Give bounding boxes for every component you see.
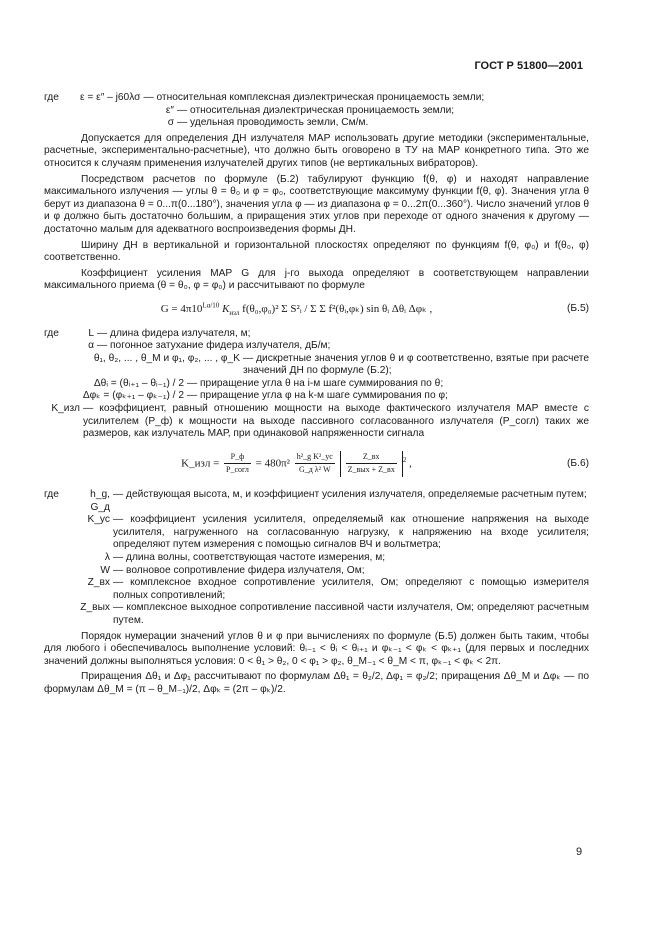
definition-item: где L — длина фидера излучателя, м; [44,328,589,341]
definition-desc: — комплексное выходное сопротивление пассивной части излучателя, Ом; определяют расчетным путем. [113,602,589,626]
definition-item [44,552,589,565]
formula-b5 [44,303,589,316]
paragraph: Посредством расчетов по формуле (Б.2) табулируют функцию f(θ, φ) и находят направление максимального излучения — углы θ = θ₀ и φ = φ₀, соответствующие максимуму функции f(θ, φ). Значения угла θ берут из диапазона θ = 0...π(0...180°), значения угла φ — из диапазона φ = 0...2π(0...360°). Число значений углов θ и φ должно быть достаточно большим, а приращения этих углов при переходе от одного значения к другому — достаточно малым для адекватного воспроизведения формы ДН. [44,173,589,235]
definition-item [44,390,589,403]
definition-desc: — приращение угла θ на i-м шаге суммирования по θ; [187,377,444,389]
definition-key: λ [104,552,110,563]
definition-desc: — приращение угла φ на k-м шаге суммирования по φ; [187,390,448,402]
definition-key: K_ус [87,514,110,526]
definition-desc: — коэффициент усиления усилителя, определяемый как отношение напряжения на выходе усилителя, нагруженного на согласованную нагрузку, к напряжению на входе усилителя; определяют путем измерения с помощью сигналов ВЧ и вольтметра; [113,514,589,551]
definition-desc: — действующая высота, м, и коэффициент усиления излучателя, определяемые расчетным путем; [113,489,587,501]
definition-key: L [88,327,94,339]
definition-key: Z_вх [87,577,110,589]
definition-desc: — погонное затухание фидера излучателя, дБ/м; [97,340,331,352]
formula-b6 [44,451,589,477]
paragraph: Приращения Δθ₁ и Δφ₁ рассчитывают по формулам Δθ₁ = θ₂/2, Δφ₁ = φ₂/2; приращения Δθ_M и Δφₖ — по формулам Δθ_M = (π – θ_M₋₁)/2, Δφₖ = (2π – φₖ)/2. [44,671,589,695]
paragraph: Допускается для определения ДН излучателя МАР использовать другие методики (экспериментальные, расчетные, экспериментально-расчетные), что должно быть оговорено в ТУ на МАР конкретного типа. Это же относится к случаям применения излучателей других типов (не вертикальных вибраторов). [44,132,589,169]
definition-key: Δφₖ = (φₖ₊₁ – φₖ₋₁) / 2 [82,390,184,402]
definitions-bottom [44,489,589,628]
definition-item [44,403,589,441]
definition-key: α [88,340,94,352]
definition-key: Z_вых [80,602,110,614]
formula-b6-body: K_изл = $\frac{P\_ф}{\text{P\_согл}}$ = 480π² $\frac{\text{h²\_g K²\_ус}}{\text{G\_д λ² W}}$ $\frac{Z\_вх}{\text{Z\_вых + Z\_вх}}$ $^2$ , [44,451,549,477]
paragraph: Ширину ДН в вертикальной и горизонтальной плоскостях определяют по функциям f(θ, φ₀) и f(θ₀, φ) соответственно. [44,239,589,264]
definition-key: θ₁, θ₂, ... , θ_M и φ₁, φ₂, ... , φ_K [93,352,240,364]
document-id-header: ГОСТ Р 51800—2001 [474,60,583,72]
definition-item [44,105,589,118]
definition-item [44,565,589,578]
paragraph: Коэффициент усиления МАР G для j-го выхода определяют в соответствующем направлении максимального приема (θ = θ₀, φ = φ₀) и рассчитывают по формуле [44,267,589,292]
definition-item [44,378,589,391]
definition-key: ε = ε″ – j60λσ [80,92,141,103]
definition-key: Δθᵢ = (θᵢ₊₁ – θᵢ₋₁) / 2 [93,377,184,389]
definition-key: W [100,564,110,576]
definitions-top [44,92,589,130]
definition-item [44,514,589,552]
paragraph: Порядок нумерации значений углов θ и φ при вычислениях по формуле (Б.5) должен быть таким, чтобы для любого i обеспечивалось выполнение условий: θᵢ₋₁ < θᵢ < θᵢ₊₁ и φₖ₋₁ < φₖ < φₖ₊₁ (для первых и последних значений должны выполняться условия: 0 < θ₁ > θ₂, 0 < φ₁ > φ₂, θ_M₋₁ < θ_M < π, φₖ₋₁ < φₖ < 2π. [44,630,589,667]
definition-item [44,353,589,378]
formula-b6-number: (Б.6) [567,457,589,469]
definition-item [44,602,589,627]
definition-desc: — волновое сопротивление фидера излучателя, Ом; [113,564,365,576]
definition-desc: — длина фидера излучателя, м; [97,327,251,339]
definition-desc: — длина волны, соответствующая частоте измерения, м; [113,552,386,563]
definitions-middle [44,328,589,441]
definition-desc: — удельная проводимость земли, См/м. [177,117,369,129]
definition-key: h_g, G_д [90,489,110,513]
definition-key: ε″ [165,104,174,116]
formula-b5-body: $G = 4\pi 10^{L\alpha/10}$ $K_{изл}$ f(θ₀,φ₀)² Σ S²ᵢ / Σ Σ f²(θᵢ,φₖ) sin θᵢ Δθᵢ Δφₖ , [160,301,433,318]
definition-item [44,577,589,602]
definition-key: K_изл [51,403,80,415]
definition-item: где h_g, G_д — действующая высота, м, и коэффициент усиления излучателя, определяемые расчетным путем; [44,489,589,514]
page-content [44,92,589,697]
page-number: 9 [576,846,583,858]
definition-desc: — комплексное входное сопротивление усилителя, Ом; определяют с помощью измерителя полных сопротивлений; [113,577,589,601]
definition-item [44,117,589,130]
definition-desc: — относительная диэлектрическая проницаемость земли; [177,104,455,116]
definition-desc: — коэффициент, равный отношению мощности на выходе фактического излучателя МАР вместе с усилителем (P_ф) к мощности на выходе пассивного согласованного излучателя (P_согл) таких же размеров, как излучатель МАР, при одинаковой напряженности сигнала [83,403,589,440]
definition-desc: — дискретные значения углов θ и φ соответственно, взятые при расчете значений ДН по формуле (Б.2); [243,352,589,377]
formula-b5-number: (Б.5) [567,302,589,314]
definition-desc: — относительная комплексная диэлектрическая проницаемость земли; [143,92,485,103]
definition-item [44,340,589,353]
definition-item: где ε = ε″ – j60λσ — относительная комплексная диэлектрическая проницаемость земли; [44,92,589,105]
definition-key: σ [167,117,174,129]
